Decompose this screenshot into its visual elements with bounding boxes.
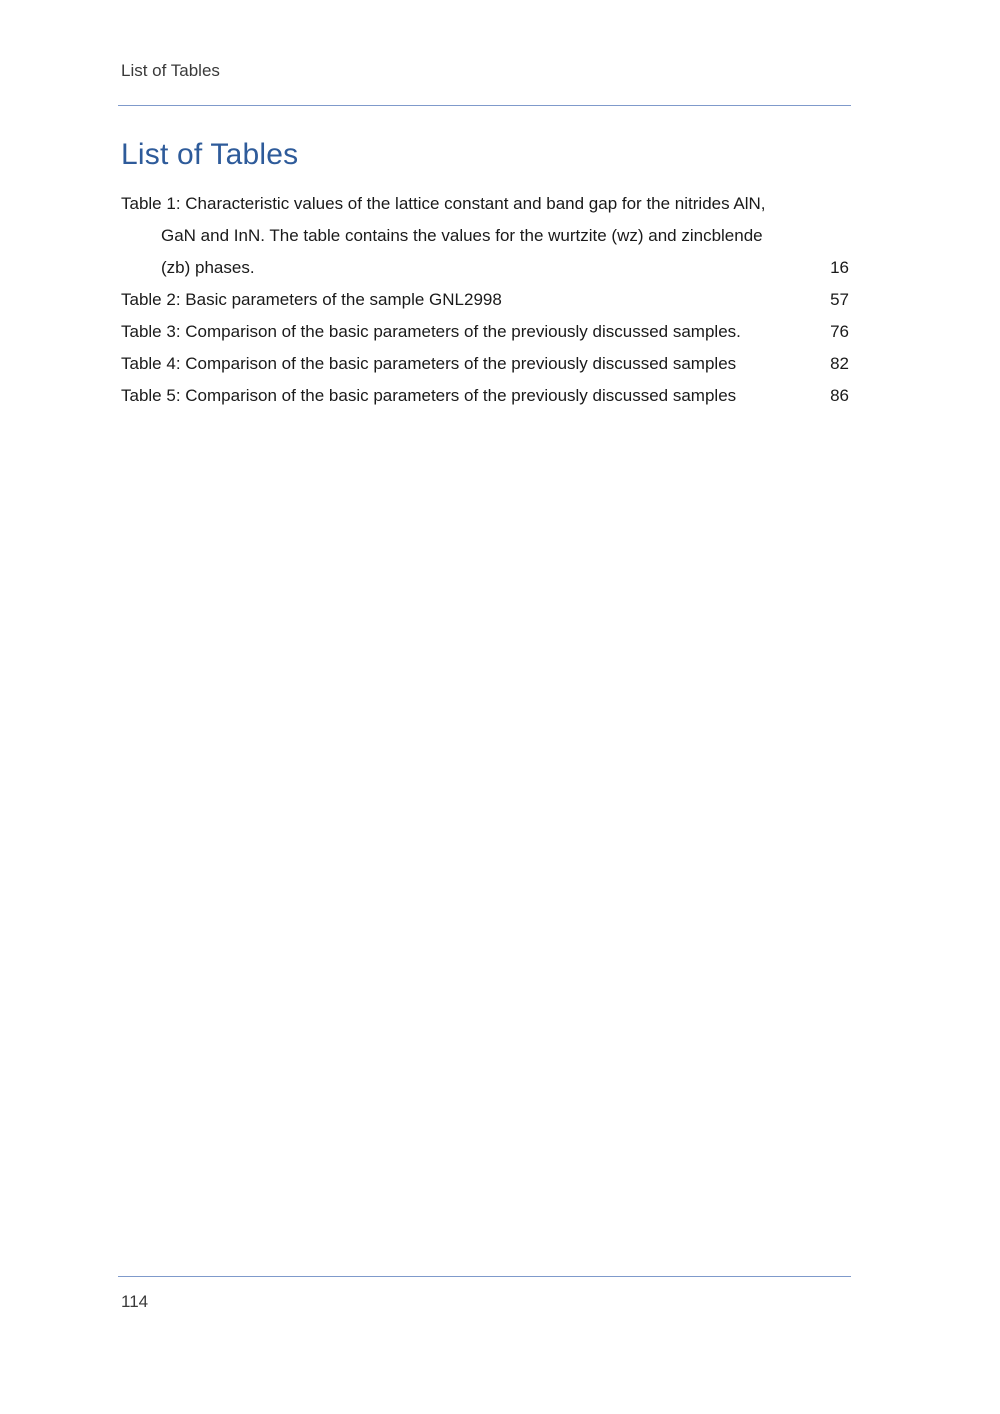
- entry-label: Table 5:: [121, 386, 181, 405]
- entry-text: Comparison of the basic parameters of the previously discussed samples: [185, 386, 737, 405]
- entry-page-number: 16: [830, 258, 849, 277]
- list-item[interactable]: [121, 188, 849, 284]
- running-header: List of Tables: [121, 61, 220, 80]
- entry-label: Table 2:: [121, 290, 181, 309]
- entry-page-number: 82: [830, 354, 849, 373]
- entry-label: Table 4:: [121, 354, 181, 373]
- entry-page-number: 57: [830, 290, 849, 309]
- entry-page-number: 76: [830, 322, 849, 341]
- footer-rule: [118, 1276, 851, 1277]
- list-item[interactable]: [121, 284, 849, 316]
- header-rule: [118, 105, 851, 106]
- entry-text: Characteristic values of the lattice constant and band gap for the nitrides AlN, GaN and InN. The table contains the values for the wurtzite (wz) and zincblende (zb) phases.: [161, 194, 766, 277]
- list-item[interactable]: [121, 316, 849, 348]
- entry-text: Basic parameters of the sample GNL2998: [185, 290, 502, 309]
- entry-text: Comparison of the basic parameters of the previously discussed samples.: [185, 322, 741, 341]
- entry-text: Comparison of the basic parameters of the previously discussed samples: [185, 354, 737, 373]
- list-item[interactable]: [121, 380, 849, 412]
- list-item[interactable]: [121, 348, 849, 380]
- entry-label: Table 1:: [121, 194, 181, 213]
- page-number: 114: [121, 1292, 149, 1311]
- page-title: List of Tables: [121, 138, 299, 171]
- list-of-tables: [121, 188, 849, 412]
- entry-page-number: 86: [830, 386, 849, 405]
- entry-label: Table 3:: [121, 322, 181, 341]
